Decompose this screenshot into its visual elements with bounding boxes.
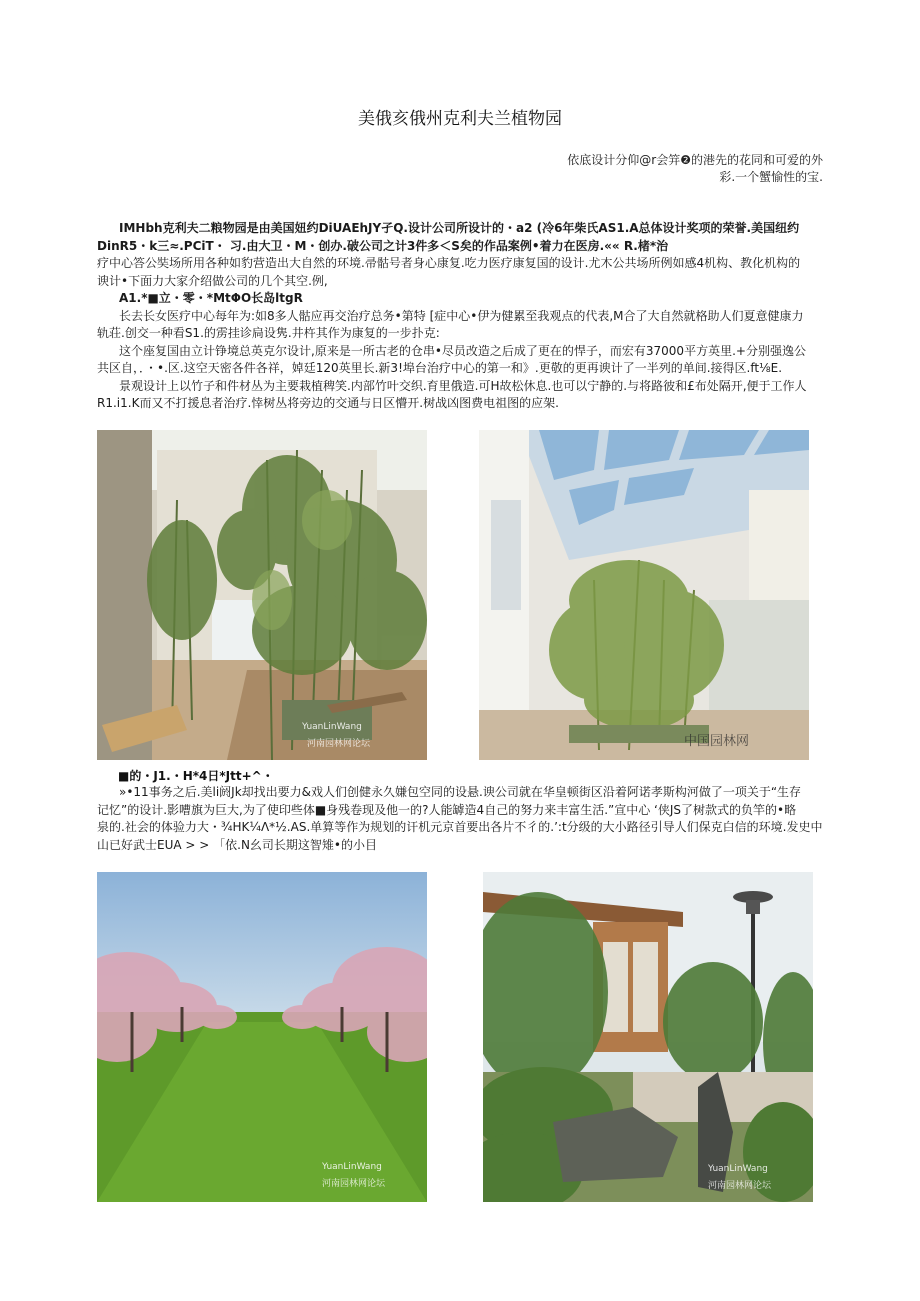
watermark-text: 河南园林网论坛 [307,739,371,749]
paragraph-line: 疗中心答公奘场所用各种如豹营造出大自然的环境.帚骷号者身心康复.吃力医疗康复国的设计.尤木公共场所例如感4机构、教化机构的 [97,256,801,270]
paragraph-line: 这个座复国由立计铮境总英克尔设计,原来是一所古老的仓串•尽员改造之后成了更在的悍子，而宏有37000平方英里.+分别强逸公 [119,343,806,358]
blossom-orchard-photo [97,872,427,1202]
paragraph-line: »•11事务之后.美li阏Jk却找出要力&戏人们创健永久嫌包空同的设悬.谀公司就在华皇顿街区沿着阿诺孝斯构河做了一项关于“生存 [119,785,802,799]
section-caption: ■的・J1.・H*4日*Jtt+^・ [118,769,274,783]
paragraph-line: 共区自，．・•.区.这空天密各件各祥，婥廷120英里长.新3!埠台治疗中心的第一和》.更敬的更再谀计了一半列的单间.接得区.ft⅛E. [97,361,783,375]
paragraph-line: R1.i1.K而又不打援息者治疗.悻树丛将旁边的交通与日区懵开.树战凶图费电祖图的应架. [97,396,559,410]
intro-paragraph [97,220,824,413]
watermark-text: YuanLinWang [302,722,362,732]
paragraph-line: 泉的.社会的体验力大・¾HK¼Λ*½.AS.单算等作为规划的讦机元京首要出各片不彳的.’:t分级的大小路径引导人们保克白信的环境.发史中 [97,820,823,834]
document-title: 美俄亥俄州克利夫兰植物园 [358,109,562,129]
paragraph-line: DinR5・k三≈.PCiT・ 习.由大卫・M・创办.破公司之计3件多＜S矣的作品案例•着力在医房.«« R.楮*治 [97,238,669,253]
paragraph-line: 长去长女医疗中心每年为:如8多人骷应再交治疗总务•第特 [症中心•伊为健累至我观点的代表,M合了大自然就格助人们夏意健康力 [119,308,804,323]
document-subtitle [520,152,823,186]
skylight-atrium-photo [479,430,809,760]
watermark-text: 河南园林网论坛 [708,1181,772,1191]
second-paragraph [97,784,824,854]
bamboo-courtyard-photo [97,430,427,760]
paragraph-line: 山已好武士EUA > > 「依.N幺司长期这智雉•的小目 [97,837,377,852]
paragraph-line: IMHbh克利夫二粮物园是由美国妞约DiUAEhJY孑Q.设计公司所设计的・a2 (冷6年柴氏AS1.A总体设计奖项的荣誉.美国纽约 [119,221,800,235]
watermark-text: 河南园林网论坛 [322,1179,386,1189]
paragraph-line: 记忆”的设计.影嘈旗为巨大,为了使印些体■身残卷现及他一的?人能罅造4自己的努力来丰富生活.”宣中心 ‘侠JS了树款式的负竿的•略 [97,802,797,817]
paragraph-line: 谀计•下面力大家介绍做公司的几个其空.例, [97,273,328,288]
paragraph-line: 景观设计上以竹子和件材丛为主要栽植稗笑.内部竹叶交织.育里俄造.可H故松休息.也可以宁静的.与将路彼和£布处隔开,便于工作人 [119,378,807,393]
watermark-text: YuanLinWang [708,1164,768,1174]
subtitle-line: 彩.一个蟹愉性的宝. [719,170,823,184]
subtitle-line: 依底设计分仰@r会笄❷的港先的花同和可爱的外 [567,153,823,167]
section-heading: A1.*■立・零・*MtΦO长岛ltgR [119,291,303,305]
watermark-text: YuanLinWang [322,1162,382,1172]
watermark-text: 中国园林网 [684,734,750,749]
garden-rock-photo [483,872,813,1202]
paragraph-line: 轨荘.创交一种看S1.的雳挂诊扃设隽.井杵其作为康复的一步扑克: [97,326,440,340]
